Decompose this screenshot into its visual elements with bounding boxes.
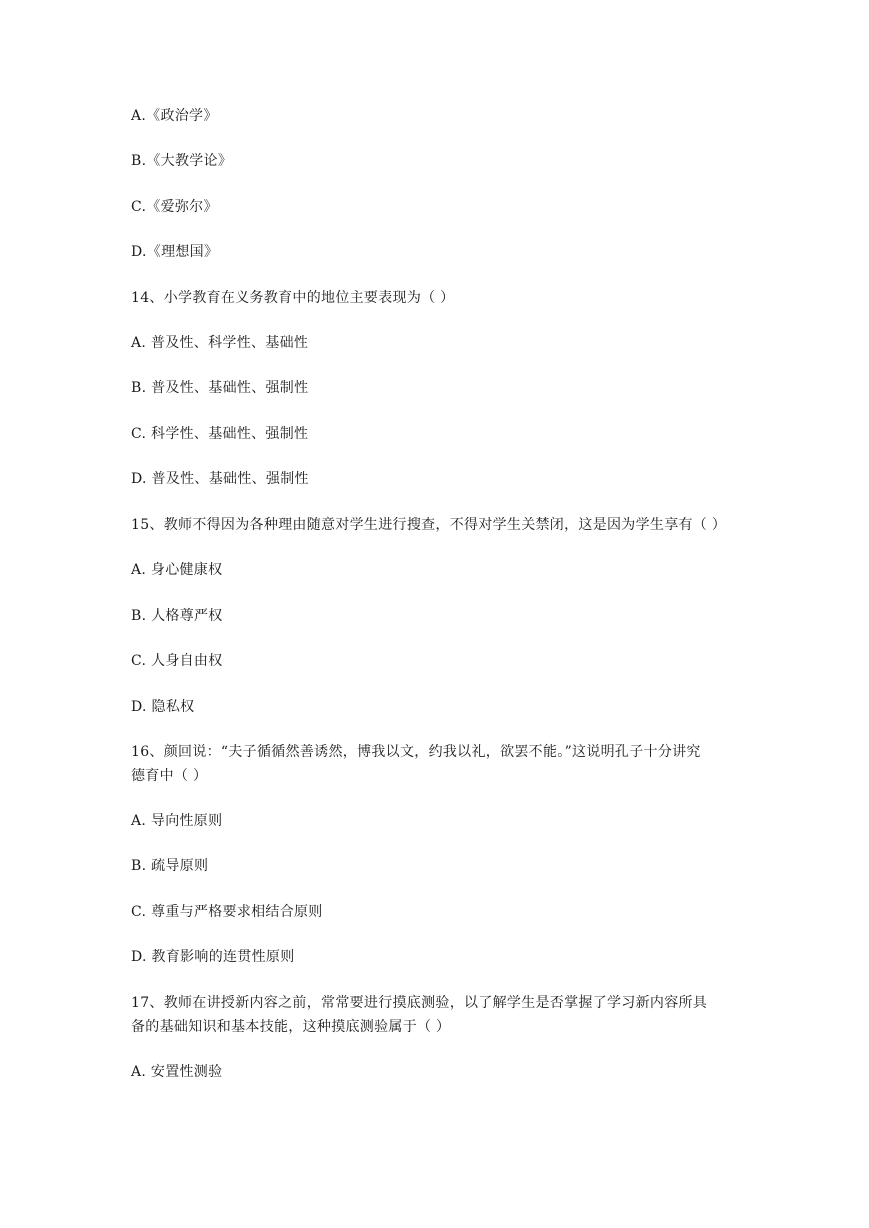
q15-option-b: B. 人格尊严权 (131, 608, 223, 624)
q16-option-c: C. 尊重与严格要求相结合原则 (131, 904, 323, 920)
q17-stem-line2: 备的基础知识和基本技能，这种摸底测验属于（ ） (131, 1019, 451, 1035)
q13-option-b: B.《大教学论》 (131, 153, 233, 169)
q16-stem-line2: 德育中（ ） (131, 768, 208, 784)
q13-option-a: A.《政治学》 (131, 108, 218, 124)
q14-option-b: B. 普及性、基础性、强制性 (131, 380, 309, 396)
q15-option-c: C. 人身自由权 (131, 653, 223, 669)
q17-option-a: A. 安置性测验 (131, 1064, 223, 1080)
q15-option-d: D. 隐私权 (131, 699, 195, 715)
q14-stem: 14、小学教育在义务教育中的地位主要表现为（ ） (131, 290, 455, 306)
q14-option-d: D. 普及性、基础性、强制性 (131, 471, 309, 487)
q16-option-a: A. 导向性原则 (131, 813, 223, 829)
q14-option-c: C. 科学性、基础性、强制性 (131, 426, 309, 442)
q13-option-d: D.《理想国》 (131, 244, 219, 260)
q15-stem: 15、教师不得因为各种理由随意对学生进行搜查，不得对学生关禁闭，这是因为学生享有（ ） (131, 517, 727, 533)
q16-option-b: B. 疏导原则 (131, 858, 209, 874)
q14-option-a: A. 普及性、科学性、基础性 (131, 335, 309, 351)
q17-stem-line1: 17、教师在讲授新内容之前，常常要进行摸底测验，以了解学生是否掌握了学习新内容所具 (131, 995, 708, 1011)
q13-option-c: C.《爱弥尔》 (131, 199, 218, 215)
q15-option-a: A. 身心健康权 (131, 562, 223, 578)
q16-option-d: D. 教育影响的连贯性原则 (131, 949, 295, 965)
q16-stem-line1: 16、颜回说：“夫子循循然善诱然，博我以文，约我以礼，欲罢不能。”这说明孔子十分讲究 (131, 744, 701, 760)
